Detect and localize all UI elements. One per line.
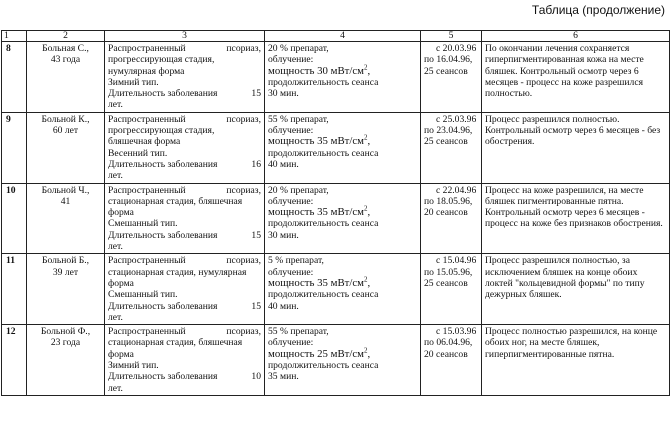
header-row	[2, 31, 670, 42]
patient-cell	[27, 183, 105, 254]
treatment-cell	[265, 42, 421, 113]
patient-age: 41	[60, 195, 71, 207]
end-date: по 06.04.96,	[424, 337, 473, 349]
power-exponent: 2	[364, 204, 368, 213]
power-line	[268, 275, 417, 289]
dates-cell	[421, 183, 482, 254]
diagnosis-line: Распространенный псориаз,	[108, 43, 261, 54]
column-header: 2	[27, 31, 105, 42]
duration-unit: лет.	[108, 99, 123, 111]
session-count: 25 сеансов	[424, 136, 468, 148]
patient-name: Больной Б.,	[41, 255, 90, 267]
start-date: с 22.04.96	[436, 184, 477, 196]
table-row	[2, 42, 670, 113]
dates-cell	[421, 112, 482, 183]
drug-concentration: 55 % препарат,	[268, 113, 329, 125]
diagnosis-line: стационарная стадия, бляшечная	[108, 195, 243, 207]
dates-cell	[421, 42, 482, 113]
diagnosis-line: форма	[108, 207, 134, 219]
power-suffix: ,	[367, 347, 371, 360]
power-value: мощность 35 мВт/см	[268, 135, 364, 148]
end-date: по 18.05.96,	[424, 195, 473, 207]
table-row	[2, 112, 670, 183]
patient-name: Больной Ф.,	[40, 326, 91, 338]
diagnosis-line: бляшечная форма	[108, 136, 181, 148]
duration-value: 15	[251, 300, 261, 312]
duration-line	[108, 88, 261, 99]
duration-label: Длительность заболевания	[108, 158, 218, 170]
row-number: 8	[2, 42, 27, 113]
duration-line	[108, 230, 261, 241]
power-suffix: ,	[367, 276, 371, 289]
duration-line	[108, 371, 261, 382]
session-count: 25 сеансов	[424, 65, 468, 77]
duration-label: Длительность заболевания	[108, 371, 218, 383]
patient-name: Больной К.,	[41, 113, 90, 125]
power-line	[268, 204, 417, 219]
column-header: 6	[482, 31, 670, 42]
session-label: продолжительность сеанса	[268, 218, 379, 230]
result-cell: По окончании лечения сохраняется гиперпигментированная кожа на месте бляшек. Контрольный осмотр через 6 месяцев - процесс на коже разрешился полностью.	[482, 42, 670, 113]
patient-cell	[27, 112, 105, 183]
session-time: 40 мин.	[268, 158, 299, 170]
patient-name: Больная С.,	[42, 43, 89, 54]
irradiation-label: облучение:	[268, 125, 314, 137]
diagnosis-line: стационарная стадия, нумулярная	[108, 266, 247, 278]
patient-name: Больной Ч.,	[41, 184, 90, 196]
power-line	[268, 63, 417, 77]
power-suffix: ,	[367, 135, 371, 148]
power-value: мощность 35 мВт/см	[268, 276, 364, 289]
result-cell: Процесс полностью разрешился, на конце обоих ног, на месте бляшек, гиперпигментированные пятна.	[482, 325, 670, 396]
drug-concentration: 5 % препарат,	[268, 255, 324, 267]
treatment-cell	[265, 254, 421, 325]
power-line	[268, 346, 417, 360]
power-suffix: ,	[367, 64, 371, 77]
duration-unit: лет.	[108, 241, 123, 253]
start-date: с 20.03.96	[436, 43, 477, 54]
patient-cell	[27, 254, 105, 325]
drug-concentration: 20 % препарат,	[268, 43, 329, 54]
duration-label: Длительность заболевания	[108, 88, 218, 100]
duration-label: Длительность заболевания	[108, 229, 218, 241]
patient-age: 39 лет	[52, 266, 79, 278]
power-value: мощность 25 мВт/см	[268, 347, 364, 360]
column-header: 5	[421, 31, 482, 42]
result-cell: Процесс на коже разрешился, на месте бляшек пигментированные пятна. Контрольный осмотр через 6 месяцев - процесс на коже без признаков обострения.	[482, 183, 670, 254]
diagnosis-line: форма	[108, 348, 134, 360]
start-date: с 15.04.96	[436, 255, 477, 267]
drug-concentration: 55 % препарат,	[268, 326, 329, 338]
patient-age: 60 лет	[52, 125, 79, 137]
session-count: 20 сеансов	[424, 207, 468, 219]
diagnosis-line: Распространенный псориаз,	[108, 113, 261, 125]
table-caption: Таблица (продолжение)	[531, 3, 665, 17]
power-value: мощность 30 мВт/см	[268, 64, 364, 77]
end-date: по 16.04.96,	[424, 54, 473, 66]
result-cell: Процесс разрешился полностью. Контрольный осмотр через 6 месяцев - без обострения.	[482, 112, 670, 183]
diagnosis-line: Распространенный псориаз,	[108, 184, 261, 196]
session-label: продолжительность сеанса	[268, 76, 379, 88]
column-header: 3	[105, 31, 265, 42]
diagnosis-line: Распространенный псориаз,	[108, 255, 261, 267]
diagnosis-line: Распространенный псориаз,	[108, 326, 261, 338]
duration-value: 16	[251, 158, 261, 170]
diagnosis-line: стационарная стадия, бляшечная	[108, 337, 243, 349]
session-time: 35 мин.	[268, 371, 299, 383]
irradiation-label: облучение:	[268, 266, 314, 278]
duration-unit: лет.	[108, 311, 123, 323]
session-count: 25 сеансов	[424, 277, 468, 289]
session-time: 30 мин.	[268, 229, 299, 241]
row-number: 10	[2, 183, 27, 254]
diagnosis-cell	[105, 183, 265, 254]
duration-unit: лет.	[108, 170, 123, 182]
diagnosis-line: нумулярная форма	[108, 65, 185, 77]
power-exponent: 2	[364, 63, 368, 71]
table-row	[2, 183, 670, 254]
diagnosis-line: прогрессирующая стадия,	[108, 54, 215, 66]
duration-unit: лет.	[108, 382, 123, 394]
column-header: 4	[265, 31, 421, 42]
irradiation-label: облучение:	[268, 54, 314, 66]
irradiation-label: облучение:	[268, 195, 314, 207]
power-value: мощность 35 мВт/см	[268, 206, 364, 219]
diagnosis-cell	[105, 42, 265, 113]
diagnosis-cell	[105, 112, 265, 183]
row-number: 9	[2, 112, 27, 183]
table-row	[2, 325, 670, 396]
treatment-cell	[265, 325, 421, 396]
session-label: продолжительность сеанса	[268, 360, 379, 372]
diagnosis-line: Смешанный тип.	[108, 218, 178, 230]
dates-cell	[421, 254, 482, 325]
session-time: 40 мин.	[268, 300, 299, 312]
result-cell: Процесс разрешился полностью, за исключением бляшек на конце обоих локтей "кольцевидной формы" по типу дежурных бляшек.	[482, 254, 670, 325]
duration-value: 15	[251, 229, 261, 241]
patient-age: 43 года	[50, 54, 81, 66]
diagnosis-line: Весенний тип.	[108, 147, 168, 159]
dates-cell	[421, 325, 482, 396]
irradiation-label: облучение:	[268, 337, 314, 349]
diagnosis-line: форма	[108, 277, 134, 289]
duration-line	[108, 159, 261, 170]
diagnosis-cell	[105, 325, 265, 396]
duration-label: Длительность заболевания	[108, 300, 218, 312]
power-exponent: 2	[364, 346, 368, 355]
table-row	[2, 254, 670, 325]
session-label: продолжительность сеанса	[268, 147, 379, 159]
patient-age: 23 года	[50, 337, 81, 349]
power-exponent: 2	[364, 133, 368, 142]
power-suffix: ,	[367, 206, 371, 219]
duration-value: 10	[251, 371, 261, 383]
start-date: с 15.03.96	[436, 326, 477, 338]
treatment-table	[1, 30, 670, 396]
session-time: 30 мин.	[268, 88, 299, 100]
session-count: 20 сеансов	[424, 348, 468, 360]
diagnosis-line: Смешанный тип.	[108, 289, 178, 301]
diagnosis-cell	[105, 254, 265, 325]
duration-line	[108, 301, 261, 312]
patient-cell	[27, 42, 105, 113]
end-date: по 23.04.96,	[424, 125, 473, 137]
session-label: продолжительность сеанса	[268, 289, 379, 301]
treatment-cell	[265, 183, 421, 254]
patient-cell	[27, 325, 105, 396]
drug-concentration: 20 % препарат,	[268, 184, 329, 196]
end-date: по 15.05.96,	[424, 266, 473, 278]
diagnosis-line: Зимний тип.	[108, 360, 159, 372]
diagnosis-line: прогрессирующая стадия,	[108, 125, 215, 137]
row-number: 11	[2, 254, 27, 325]
duration-value: 15	[251, 88, 261, 100]
power-line	[268, 133, 417, 148]
diagnosis-line: Зимний тип.	[108, 76, 159, 88]
start-date: с 25.03.96	[436, 113, 477, 125]
row-number: 12	[2, 325, 27, 396]
treatment-cell	[265, 112, 421, 183]
power-exponent: 2	[364, 275, 368, 284]
column-header: 1	[2, 31, 27, 42]
